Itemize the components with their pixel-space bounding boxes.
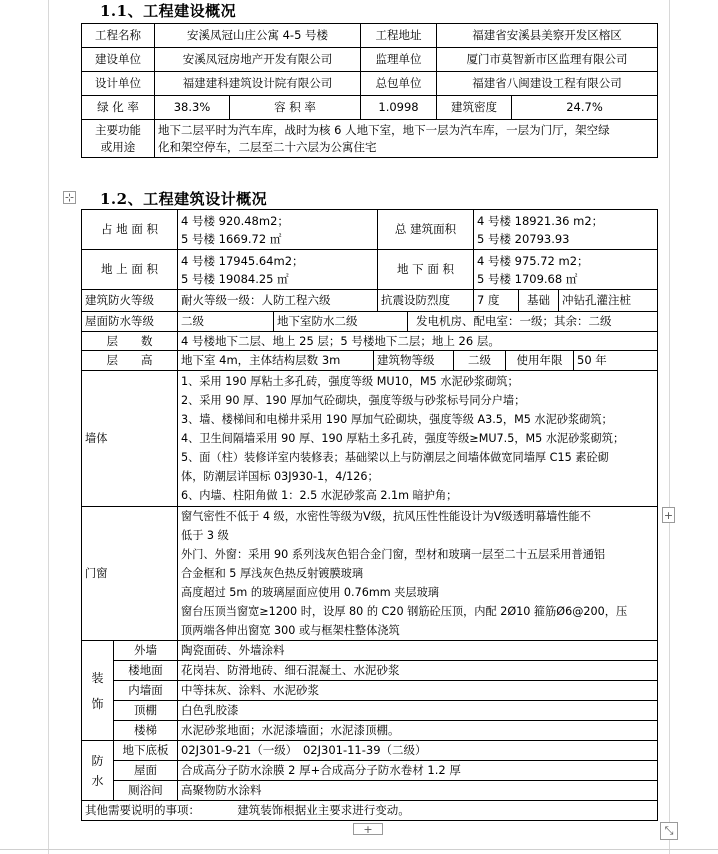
wall-line: 6、内墙、柱阳角做 1：2.5 水泥砂浆高 2.1m 暗护角； [181, 489, 458, 502]
decoration-item-value: 陶瓷面砖、外墙涂料 [178, 641, 658, 661]
decoration-item-value: 白色乳胶漆 [178, 701, 658, 721]
window-label: 门窗 [82, 507, 178, 641]
table-row [82, 701, 658, 721]
fire-table [81, 289, 658, 312]
function-table [81, 119, 658, 158]
window-line: 窗台压顶当窗宽≥1200 时，设厚 80 的 C20 钢筋砼压顶，内配 2Ø10 箍筋Ø6@200，压 [181, 605, 628, 618]
far-label: 容 积 率 [230, 96, 361, 120]
table-row [82, 371, 658, 507]
density-value: 24.7% [512, 96, 658, 120]
section-1-heading: 1.1、工程建设概况 [100, 2, 237, 20]
window-line: 外门、外窗：采用 90 系列浅灰色铝合金门窗，型材和玻璃一层至二十五层采用普通铝 [181, 548, 606, 561]
height-table [81, 350, 658, 371]
project-overview-table [81, 23, 658, 96]
table-move-handle[interactable]: ⊹ [64, 191, 75, 204]
other-notes-label: 其他需要说明的事项： [85, 803, 200, 817]
project-address-label: 工程地址 [361, 24, 437, 48]
below-area-value [474, 250, 658, 290]
fire-rating-value: 耐火等级一级：人防工程六级 [178, 290, 378, 312]
window-line: 窗气密性不低于 4 级，水密性等级为Ⅴ级，抗风压性性能设计为Ⅴ级透明幕墙性能不 [181, 510, 591, 523]
wall-label: 墙体 [82, 371, 178, 507]
designer-label: 设计单位 [82, 72, 155, 96]
table-row [82, 721, 658, 741]
table-row [82, 290, 658, 312]
project-address-value: 福建省安溪县美察开发区榕区 [437, 24, 658, 48]
value-line: 4 号楼 920.48m2； [181, 213, 289, 228]
roof-table [81, 311, 658, 332]
function-label-line: 或用途 [100, 139, 136, 154]
floors-table [81, 331, 658, 351]
window-value [178, 507, 658, 641]
roof-waterproof-label: 屋面防水等级 [82, 312, 178, 332]
table-row [82, 507, 658, 641]
table-row [82, 781, 658, 801]
seismic-label: 抗震设防烈度 [378, 290, 474, 312]
table-row [82, 351, 658, 371]
table-row [82, 72, 658, 96]
height-label: 层 高 [82, 351, 178, 371]
window-table [81, 506, 658, 641]
value-line: 4 号楼 17945.64m2； [181, 253, 304, 268]
table-row [82, 801, 658, 821]
table-row [82, 48, 658, 72]
value-line: 5 号楼 1709.68 ㎡ [477, 271, 578, 286]
page-right-margin-line [669, 0, 670, 854]
contractor-label: 总包单位 [361, 72, 437, 96]
area-table [81, 209, 658, 290]
decoration-item-label: 内墙面 [114, 681, 178, 701]
decoration-item-label: 顶棚 [114, 701, 178, 721]
decoration-item-label: 楼地面 [114, 661, 178, 681]
decoration-item-value: 花岗岩、防滑地砖、细石混凝土、水泥砂浆 [178, 661, 658, 681]
decoration-item-label: 楼梯 [114, 721, 178, 741]
value-line: 4 号楼 18921.36 m2； [477, 213, 604, 228]
floors-label: 层 数 [82, 332, 178, 351]
table-row [82, 250, 658, 290]
wall-line: 4、卫生间隔墙采用 90 厚、190 厚粘土多孔砖，强度等级≥MU7.5，M5 水泥砂浆砌筑； [181, 432, 625, 445]
fire-rating-label: 建筑防火等级 [82, 290, 178, 312]
table-row [82, 120, 658, 158]
contractor-value: 福建省八闽建设工程有限公司 [437, 72, 658, 96]
ratio-table [81, 95, 658, 120]
total-area-label: 总 建筑面积 [378, 210, 474, 250]
generator-room-waterproof: 发电机房、配电室：一级；其余：二级 [408, 312, 658, 332]
window-line: 高度超过 5m 的玻璃屋面应使用 0.76mm 夹层玻璃 [181, 586, 439, 599]
site-area-label: 占 地 面 积 [82, 210, 178, 250]
decoration-label [82, 641, 114, 741]
table-row [82, 681, 658, 701]
function-text-line: 化和架空停车，二层至二十六层为公寓住宅 [158, 139, 377, 154]
supervisor-value: 厦门市莫智新市区监理有限公司 [437, 48, 658, 72]
add-row-button[interactable]: + [353, 823, 383, 835]
green-ratio-value: 38.3% [155, 96, 230, 120]
waterproof-item-value: 02J301-9-21（一级） 02J301-11-39（二级） [178, 741, 658, 761]
waterproof-label-char: 水 [91, 773, 104, 788]
roof-waterproof-value: 二级 [178, 312, 274, 332]
wall-line: 2、采用 90 厚、190 厚加气砼砌块，强度等级与砂浆标号同分户墙； [181, 394, 526, 407]
section-2-heading: 1.2、工程建筑设计概况 [100, 190, 268, 208]
far-value: 1.0998 [361, 96, 437, 120]
wall-table [81, 370, 658, 507]
wall-value [178, 371, 658, 507]
table-row [82, 332, 658, 351]
basement-waterproof: 地下室防水二级 [274, 312, 408, 332]
total-area-value [474, 210, 658, 250]
table-row [82, 312, 658, 332]
window-line: 低于 3 级 [181, 529, 229, 542]
decoration-table [81, 640, 658, 741]
waterproof-label-char: 防 [91, 753, 104, 768]
table-resize-handle[interactable]: ⤡ [660, 822, 678, 840]
window-line: 合金框和 5 厚浅灰色热反射镀膜玻璃 [181, 567, 364, 580]
value-line: 5 号楼 1669.72 ㎡ [181, 231, 282, 246]
add-column-button[interactable]: + [663, 509, 674, 522]
site-area-value [178, 210, 378, 250]
foundation-value: 冲钻孔灌注桩 [559, 290, 658, 312]
decoration-label-char: 饰 [91, 696, 104, 711]
table-row [82, 641, 658, 661]
value-line: 5 号楼 19084.25 ㎡ [181, 271, 289, 286]
service-life-label: 使用年限 [506, 351, 574, 371]
building-class-value: 二级 [454, 351, 506, 371]
project-name-label: 工程名称 [82, 24, 155, 48]
wall-line: 1、采用 190 厚粘土多孔砖，强度等级 MU10，M5 水泥砂浆砌筑； [181, 375, 519, 388]
density-label: 建筑密度 [437, 96, 512, 120]
decoration-item-value: 水泥砂浆地面；水泥漆墙面；水泥漆顶棚。 [178, 721, 658, 741]
designer-value: 福建建科建筑设计院有限公司 [155, 72, 361, 96]
owner-label: 建设单位 [82, 48, 155, 72]
value-line: 5 号楼 20793.93 [477, 231, 570, 246]
function-label-line: 主要功能 [95, 122, 141, 137]
seismic-value: 7 度 [474, 290, 519, 312]
table-row [82, 741, 658, 761]
page-left-margin-line [48, 0, 49, 854]
wall-line: 3、墙、楼梯间和电梯井采用 190 厚加气砼砌块，强度等级 A3.5，M5 水泥砂浆砌筑； [181, 413, 613, 426]
waterproof-item-label: 屋面 [114, 761, 178, 781]
other-notes-value: 建筑装饰根据业主要求进行变动。 [237, 803, 410, 817]
above-area-value [178, 250, 378, 290]
table-row [82, 761, 658, 781]
floors-value: 4 号楼地下二层、地上 25 层；5 号楼地下二层；地上 26 层。 [178, 332, 658, 351]
table-row [82, 210, 658, 250]
wall-line: 体，防潮层详国标 03J930-1，4/126； [181, 470, 379, 483]
project-name-value: 安溪凤冠山庄公寓 4-5 号楼 [155, 24, 361, 48]
building-class-label: 建筑物等级 [374, 351, 454, 371]
function-text-line: 地下二层平时为汽车库，战时为核 6 人地下室，地下一层为汽车库，一层为门厅，架空绿 [158, 122, 610, 137]
owner-value: 安溪凤冠房地产开发有限公司 [155, 48, 361, 72]
table-row [82, 661, 658, 681]
decoration-item-value: 中等抹灰、涂料、水泥砂浆 [178, 681, 658, 701]
service-life-value: 50 年 [574, 351, 658, 371]
other-notes-table [81, 800, 658, 821]
other-notes-cell [82, 801, 658, 821]
green-ratio-label: 绿 化 率 [82, 96, 155, 120]
waterproof-item-value: 高聚物防水涂料 [178, 781, 658, 801]
below-area-label: 地 下 面 积 [378, 250, 474, 290]
wall-line: 5、面（柱）装修详室内装修表；基础梁以上与防潮层之间墙体做宽同墙厚 C15 素砼砌 [181, 451, 609, 464]
above-area-label: 地 上 面 积 [82, 250, 178, 290]
decoration-item-label: 外墙 [114, 641, 178, 661]
function-value [155, 120, 658, 158]
waterproof-table [81, 740, 658, 801]
decoration-label-char: 装 [91, 670, 104, 685]
page-bottom-divider [0, 849, 718, 854]
window-line: 顶两端各伸出窗宽 300 或与框架柱整体浇筑 [181, 624, 400, 637]
height-value: 地下室 4m，主体结构层数 3m [178, 351, 374, 371]
waterproof-label [82, 741, 114, 801]
waterproof-item-label: 厕浴间 [114, 781, 178, 801]
table-row [82, 96, 658, 120]
waterproof-item-label: 地下底板 [114, 741, 178, 761]
value-line: 4 号楼 975.72 m2； [477, 253, 589, 268]
function-label [82, 120, 155, 158]
table-row [82, 24, 658, 48]
supervisor-label: 监理单位 [361, 48, 437, 72]
waterproof-item-value: 合成高分子防水涂膜 2 厚+合成高分子防水卷材 1.2 厚 [178, 761, 658, 781]
foundation-label: 基础 [519, 290, 559, 312]
